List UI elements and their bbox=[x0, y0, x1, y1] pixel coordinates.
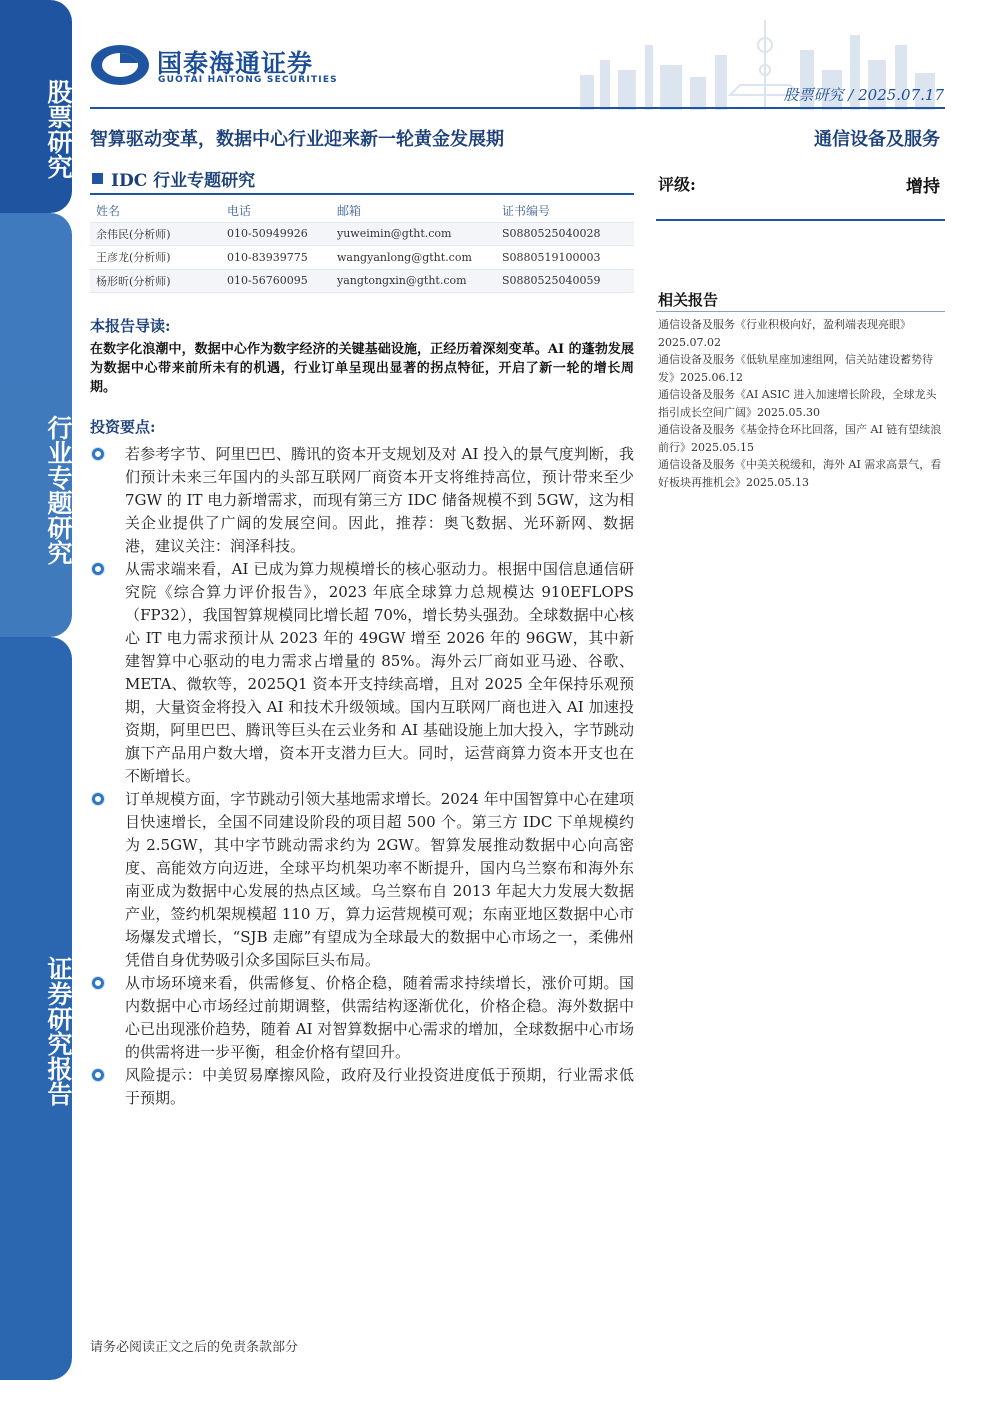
circle-bullet-icon bbox=[92, 793, 104, 805]
header-divider bbox=[90, 107, 945, 109]
point-text: 从市场环境来看，供需修复、价格企稳，随着需求持续增长，涨价可期。国内数据中心市场经过前期调整，供需结构逐渐优化，价格企稳。海外数据中心已出现涨价趋势，随着 AI 对智算数据中心需求的增加，全球数据中心市场的供需将进一步平衡，租金价格有望回升。 bbox=[125, 974, 634, 1061]
company-logo-icon bbox=[90, 44, 150, 86]
header-phone: 电话 bbox=[227, 203, 252, 218]
report-date: 2025.07.17 bbox=[858, 86, 944, 104]
brand-name-en: GUOTAI HAITONG SECURITIES bbox=[158, 75, 338, 85]
analyst-phone: 010-50949926 bbox=[227, 227, 308, 241]
header-name: 姓名 bbox=[96, 203, 121, 218]
rating-divider bbox=[656, 219, 945, 221]
guide-heading: 本报告导读: bbox=[90, 317, 171, 335]
rating-label: 评级: bbox=[658, 175, 696, 194]
table-row bbox=[90, 246, 634, 270]
subheading-divider bbox=[90, 193, 634, 195]
table-row bbox=[90, 223, 634, 247]
subheading-text: IDC 行业专题研究 bbox=[111, 171, 256, 191]
analyst-name: 王彦龙(分析师) bbox=[96, 251, 171, 265]
analyst-cert: S0880525040059 bbox=[502, 274, 601, 288]
list-item bbox=[90, 972, 634, 1064]
circle-bullet-icon bbox=[92, 977, 104, 989]
guide-paragraph: 在数字化浪潮中，数据中心作为数字经济的关键基础设施，正经历着深刻变革。AI 的蓬勃发展为数据中心带来前所未有的机遇，行业订单呈现出显著的拐点特征，开启了新一轮的增长周期。 bbox=[90, 342, 634, 395]
related-reports-heading: 相关报告 bbox=[658, 291, 719, 309]
point-text: 若参考字节、阿里巴巴、腾讯的资本开支规划及对 AI 投入的景气度判断，我们预计未来三年国内的头部互联网厂商资本开支将维持高位，预计带来至少 7GW 的 IT 电力新增需求，而现有第三方 IDC 储备规模不到 5GW，这为相关企业提供了广阔的发展空间。因此，推荐：奥飞数据、光环新网、数据港，建议关注：润泽科技。 bbox=[125, 445, 634, 555]
investment-points-heading: 投资要点: bbox=[90, 418, 156, 436]
sidebar-label-stock-research: 股票研究 bbox=[0, 0, 72, 213]
list-item bbox=[90, 1064, 634, 1110]
rating-value: 增持 bbox=[906, 177, 940, 197]
sidebar-label-industry-research: 行业专题研究 bbox=[0, 213, 72, 637]
circle-bullet-icon bbox=[92, 1069, 104, 1081]
investment-points-list bbox=[90, 443, 634, 1110]
analyst-email[interactable]: yangtongxin@gtht.com bbox=[337, 274, 467, 288]
table-row bbox=[90, 270, 634, 294]
list-item bbox=[90, 443, 634, 558]
analyst-cert: S0880525040028 bbox=[502, 227, 601, 241]
related-reports-list bbox=[658, 316, 943, 491]
report-title: 智算驱动变革，数据中心行业迎来新一轮黄金发展期 bbox=[90, 129, 504, 150]
disclaimer-footer: 请务必阅读正文之后的免责条款部分 bbox=[90, 1340, 299, 1355]
left-sidebar bbox=[0, 0, 72, 1380]
list-item bbox=[90, 558, 634, 788]
meta-separator: / bbox=[848, 86, 859, 104]
related-report-item[interactable]: 通信设备及服务《行业积极向好，盈利端表现亮眼》2025.07.02 bbox=[658, 318, 911, 349]
sidebar-label-securities-report: 证券研究报告 bbox=[0, 637, 72, 1380]
report-category: 股票研究 bbox=[783, 86, 844, 104]
report-category-date bbox=[783, 84, 944, 105]
analyst-table bbox=[90, 199, 634, 293]
analyst-phone: 010-83939775 bbox=[227, 250, 308, 264]
list-item bbox=[90, 788, 634, 972]
table-header-row bbox=[90, 199, 634, 223]
related-divider bbox=[656, 311, 945, 312]
brand-name-cn: 国泰海通证券 bbox=[157, 49, 314, 78]
circle-bullet-icon bbox=[92, 448, 104, 460]
related-report-item[interactable]: 通信设备及服务《中美关税缓和，海外 AI 需求高景气，看好板块再推机会》2025.05.13 bbox=[658, 458, 942, 489]
square-bullet-icon bbox=[92, 173, 103, 184]
analyst-cert: S0880519100003 bbox=[502, 250, 601, 264]
point-text: 从需求端来看，AI 已成为算力规模增长的核心驱动力。根据中国信息通信研究院《综合算力评价报告》，2023 年底全球算力总规模达 910EFLOPS（FP32），我国智算规模同比增长超 70%，增长势头强劲。全球数据中心核心 IT 电力需求预计从 2023 年的 49GW 增至 2026 年的 96GW，其中新建智算中心驱动的电力需求占增量的 85%。海外云厂商如亚马逊、谷歌、META、微软等，2025Q1 资本开支持续高增，且对 2025 全年保持乐观预期，大量资金将投入 AI 和技术升级领域。国内互联网厂商也进入 AI 加速投资期，阿里巴巴、腾讯等巨头在云业务和 AI 基础设施上加大投入，字节跳动旗下产品用户数大增，资本开支潜力巨大。同时，运营商算力资本开支也在不断增长。 bbox=[125, 560, 634, 785]
analyst-phone: 010-56760095 bbox=[227, 274, 308, 288]
analyst-email[interactable]: yuweimin@gtht.com bbox=[337, 227, 452, 241]
related-report-item[interactable]: 通信设备及服务《低轨星座加速组网，信关站建设蓄势待发》2025.06.12 bbox=[658, 353, 933, 384]
point-text: 订单规模方面，字节跳动引领大基地需求增长。2024 年中国智算中心在建项目快速增长，全国不同建设阶段的项目超 500 个。第三方 IDC 下单规模约为 2.5GW，其中字节跳动需求约为 2GW。智算发展推动数据中心向高密度、高能效方向迈进，全球平均机架功率不断提升，国内乌兰察布和海外东南亚成为数据中心发展的热点区域。乌兰察布自 2013 年起大力发展大数据产业，签约机架规模超 110 万，算力运营规模可观；东南亚地区数据中心市场爆发式增长，“SJB 走廊”有望成为全球最大的数据中心市场之一，柔佛州凭借自身优势吸引众多国际巨头布局。 bbox=[125, 790, 634, 969]
industry-name: 通信设备及服务 bbox=[814, 129, 940, 150]
header-email: 邮箱 bbox=[337, 203, 362, 218]
analyst-name: 杨形昕(分析师) bbox=[96, 274, 171, 288]
report-subheading bbox=[92, 166, 255, 191]
analyst-email[interactable]: wangyanlong@gtht.com bbox=[337, 250, 472, 264]
header-cert: 证书编号 bbox=[502, 203, 551, 218]
point-text: 风险提示：中美贸易摩擦风险，政府及行业投资进度低于预期，行业需求低于预期。 bbox=[125, 1066, 634, 1107]
related-report-item[interactable]: 通信设备及服务《基金持仓环比回落，国产 AI 链有望续浪前行》2025.05.15 bbox=[658, 423, 942, 454]
related-report-item[interactable]: 通信设备及服务《AI ASIC 进入加速增长阶段，全球龙头指引成长空间广阔》2025.05.30 bbox=[658, 388, 937, 419]
analyst-name: 余伟民(分析师) bbox=[96, 227, 171, 241]
circle-bullet-icon bbox=[92, 563, 104, 575]
